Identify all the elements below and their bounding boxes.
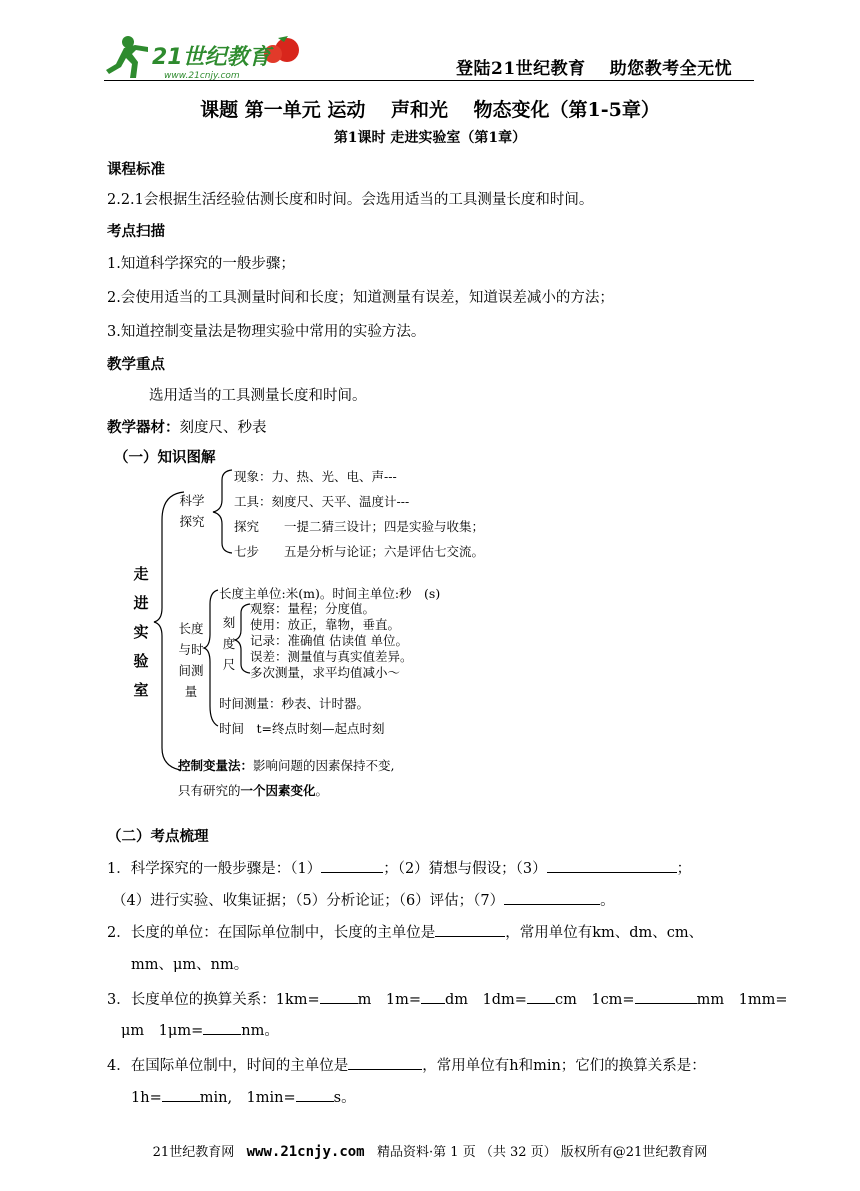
footer-url[interactable]: www.21cnjy.com bbox=[246, 1144, 365, 1160]
equipment-label: 教学器材： bbox=[107, 419, 180, 436]
answer-blank[interactable] bbox=[527, 989, 555, 1004]
question-1-line-2: （4）进行实验、收集证据；（5）分析论证；（6）评估；（7） 。 bbox=[112, 889, 615, 910]
answer-blank[interactable] bbox=[296, 1087, 334, 1102]
header-slogan: 登陆21世纪教育 助您教考全无忧 bbox=[456, 59, 733, 79]
footer-info: 精品资料·第 1 页 （共 32 页） 版权所有@21世纪教育网 bbox=[377, 1145, 708, 1160]
answer-blank[interactable] bbox=[162, 1087, 200, 1102]
science-brace bbox=[213, 470, 232, 553]
answer-blank[interactable] bbox=[547, 858, 677, 873]
time-formula: 时间 t=终点时刻—起点时刻 bbox=[219, 721, 385, 736]
answer-blank[interactable] bbox=[635, 989, 697, 1004]
science-line-3: 探究 一提二猜三设计；四是实验与收集； bbox=[234, 519, 485, 534]
footer-site: 21世纪教育网 bbox=[152, 1145, 235, 1160]
science-label: 科学探究 bbox=[179, 493, 205, 529]
page-title: 课题 第一单元 运动 声和光 物态变化（第1-5章） bbox=[200, 99, 660, 121]
answer-blank[interactable] bbox=[504, 890, 600, 905]
diagram-root: 走进实验室 bbox=[133, 565, 149, 699]
ruler-line-3: 记录：准确值 估读值 单位。 bbox=[250, 633, 408, 648]
control-text: 影响问题的因素保持不变, bbox=[253, 758, 395, 773]
diagram-heading: （一）知识图解 bbox=[114, 449, 216, 466]
question-2-line-2: mm、μm、nm。 bbox=[131, 957, 249, 973]
ruler-line-1: 观察：量程；分度值。 bbox=[250, 601, 376, 616]
ruler-label: 刻度尺 bbox=[222, 615, 236, 672]
control-line-2: 只有研究的一个因素变化。 bbox=[178, 783, 329, 798]
equipment-text: 刻度尺、秒表 bbox=[179, 420, 267, 436]
focus-heading: 教学重点 bbox=[107, 356, 165, 373]
measure-label: 长度与时间测量 bbox=[178, 621, 204, 699]
standard-text: 2.2.1会根据生活经验估测长度和时间。会选用适当的工具测量长度和时间。 bbox=[107, 192, 594, 208]
scan-item-3: 3.知道控制变量法是物理实验中常用的实验方法。 bbox=[107, 324, 426, 340]
page-footer bbox=[0, 1141, 860, 1160]
scan-item-1: 1.知道科学探究的一般步骤； bbox=[107, 256, 295, 272]
ruler-brace bbox=[235, 604, 250, 673]
standard-heading: 课程标准 bbox=[107, 161, 165, 178]
ruler-line-5: 多次测量，求平均值减小～ bbox=[250, 665, 401, 680]
control-label: 控制变量法： bbox=[178, 758, 254, 773]
science-line-2: 工具：刻度尺、天平、温度计--- bbox=[234, 494, 410, 509]
time-measure: 时间测量：秒表、计时器。 bbox=[219, 696, 370, 711]
scan-item-2: 2.会使用适当的工具测量时间和长度；知道测量有误差，知道误差减小的方法； bbox=[107, 290, 614, 306]
logo-text: 21世纪教育 bbox=[152, 45, 271, 70]
answer-blank[interactable] bbox=[421, 989, 445, 1004]
ruler-line-2: 使用：放正，靠物，垂直。 bbox=[250, 617, 401, 632]
question-3-line-1: 3．长度单位的换算关系：1km= m 1m= dm 1dm= cm 1cm= mm 1mm= bbox=[107, 988, 787, 1009]
answer-blank[interactable] bbox=[348, 1055, 422, 1070]
logo-url: www.21cnjy.com bbox=[164, 71, 240, 81]
question-2-line-1: 2．长度的单位：在国际单位制中，长度的主单位是 ，常用单位有km、dm、cm、 bbox=[107, 921, 703, 942]
question-3-line-2: μm 1μm= nm。 bbox=[121, 1019, 279, 1040]
ruler-line-4: 误差：测量值与真实值差异。 bbox=[250, 649, 413, 664]
answer-blank[interactable] bbox=[203, 1020, 241, 1035]
page-subtitle: 第1课时 走进实验室（第1章） bbox=[333, 130, 527, 146]
science-line-1: 现象：力、热、光、电、声--- bbox=[234, 469, 397, 484]
answer-blank[interactable] bbox=[320, 989, 358, 1004]
control-emphasis: 一个因素变化 bbox=[240, 783, 316, 798]
scan-heading: 考点扫描 bbox=[107, 223, 165, 240]
focus-text: 选用适当的工具测量长度和时间。 bbox=[149, 388, 367, 404]
question-4-line-2: 1h= min, 1min= s。 bbox=[131, 1086, 356, 1107]
question-1-line-1: 1．科学探究的一般步骤是：（1） ；（2）猜想与假设；（3） ； bbox=[107, 857, 691, 878]
measure-first-line: 长度主单位:米(m)。时间主单位:秒 (s) bbox=[219, 586, 441, 601]
answer-blank[interactable] bbox=[435, 922, 505, 937]
control-line-1 bbox=[178, 756, 395, 774]
answer-blank[interactable] bbox=[321, 858, 383, 873]
science-line-4: 七步 五是分析与论证；六是评估七交流。 bbox=[234, 544, 485, 559]
question-4-line-1: 4．在国际单位制中，时间的主单位是 ，常用单位有h和min；它们的换算关系是： bbox=[107, 1054, 706, 1075]
review-heading: （二）考点梳理 bbox=[107, 828, 209, 845]
